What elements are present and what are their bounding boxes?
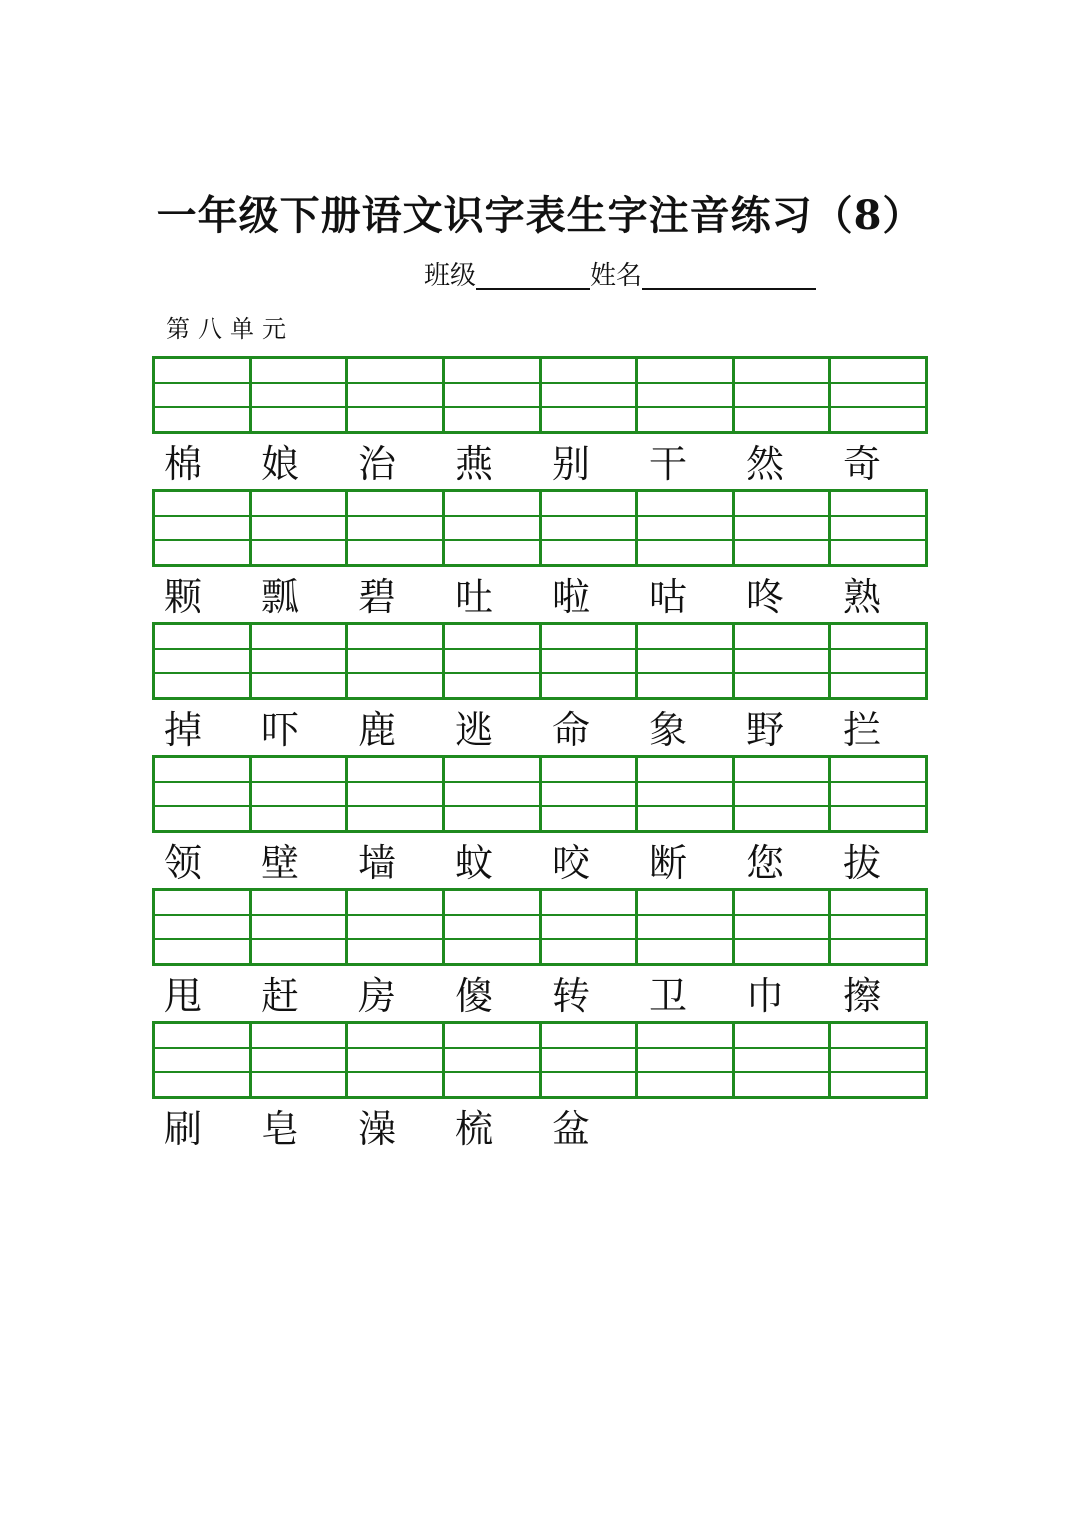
pinyin-cell[interactable] bbox=[252, 1024, 349, 1096]
hanzi-character: 壁 bbox=[261, 841, 300, 885]
pinyin-cell[interactable] bbox=[735, 492, 832, 564]
pinyin-guide-line bbox=[155, 938, 249, 940]
pinyin-guide-line bbox=[252, 938, 346, 940]
hanzi-character: 干 bbox=[649, 442, 688, 486]
pinyin-guide-line bbox=[155, 382, 249, 384]
pinyin-cell[interactable] bbox=[735, 359, 832, 431]
pinyin-guide-line bbox=[638, 406, 732, 408]
pinyin-guide-line bbox=[348, 805, 442, 807]
hanzi-character: 转 bbox=[552, 974, 591, 1018]
pinyin-guide-line bbox=[445, 539, 539, 541]
hanzi-character: 瓢 bbox=[261, 575, 300, 619]
pinyin-guide-line bbox=[252, 1071, 346, 1073]
hanzi-character: 赶 bbox=[261, 974, 300, 1018]
pinyin-guide-line bbox=[445, 382, 539, 384]
pinyin-guide-line bbox=[831, 382, 925, 384]
pinyin-cell[interactable] bbox=[831, 492, 925, 564]
pinyin-guide-line bbox=[155, 515, 249, 517]
hanzi-character: 擦 bbox=[843, 974, 882, 1018]
pinyin-grid bbox=[152, 755, 928, 833]
pinyin-cell[interactable] bbox=[445, 625, 542, 697]
pinyin-guide-line bbox=[348, 938, 442, 940]
pinyin-guide-line bbox=[155, 648, 249, 650]
pinyin-guide-line bbox=[638, 1047, 732, 1049]
pinyin-grid bbox=[152, 356, 928, 434]
hanzi-character: 房 bbox=[358, 974, 397, 1018]
pinyin-guide-line bbox=[348, 1071, 442, 1073]
pinyin-guide-line bbox=[252, 1047, 346, 1049]
pinyin-guide-line bbox=[252, 672, 346, 674]
pinyin-cell[interactable] bbox=[542, 891, 639, 963]
hanzi-character: 娘 bbox=[261, 442, 300, 486]
pinyin-guide-line bbox=[348, 406, 442, 408]
pinyin-guide-line bbox=[445, 781, 539, 783]
pinyin-guide-line bbox=[348, 648, 442, 650]
pinyin-grid-row bbox=[152, 356, 928, 434]
pinyin-guide-line bbox=[542, 938, 636, 940]
pinyin-cell[interactable] bbox=[252, 891, 349, 963]
hanzi-character: 傻 bbox=[455, 974, 494, 1018]
hanzi-character: 燕 bbox=[455, 442, 494, 486]
pinyin-guide-line bbox=[735, 781, 829, 783]
pinyin-cell[interactable] bbox=[348, 359, 445, 431]
pinyin-guide-line bbox=[542, 781, 636, 783]
pinyin-guide-line bbox=[252, 382, 346, 384]
character-row bbox=[152, 1101, 928, 1157]
pinyin-grid bbox=[152, 489, 928, 567]
pinyin-grid-row bbox=[152, 489, 928, 567]
pinyin-guide-line bbox=[831, 805, 925, 807]
name-blank-line[interactable] bbox=[642, 258, 816, 290]
pinyin-guide-line bbox=[542, 1047, 636, 1049]
pinyin-guide-line bbox=[348, 382, 442, 384]
pinyin-guide-line bbox=[155, 1071, 249, 1073]
pinyin-guide-line bbox=[155, 1047, 249, 1049]
pinyin-guide-line bbox=[445, 1047, 539, 1049]
pinyin-guide-line bbox=[445, 406, 539, 408]
pinyin-cell[interactable] bbox=[735, 1024, 832, 1096]
pinyin-guide-line bbox=[638, 515, 732, 517]
pinyin-guide-line bbox=[735, 1071, 829, 1073]
hanzi-character: 梳 bbox=[455, 1107, 494, 1151]
character-row bbox=[152, 436, 928, 492]
pinyin-guide-line bbox=[542, 648, 636, 650]
hanzi-character: 咚 bbox=[746, 575, 785, 619]
pinyin-cell[interactable] bbox=[638, 625, 735, 697]
class-blank-line[interactable] bbox=[476, 258, 590, 290]
pinyin-guide-line bbox=[155, 805, 249, 807]
pinyin-cell[interactable] bbox=[831, 625, 925, 697]
pinyin-grid-row bbox=[152, 888, 928, 966]
pinyin-guide-line bbox=[735, 672, 829, 674]
pinyin-guide-line bbox=[831, 539, 925, 541]
pinyin-guide-line bbox=[445, 648, 539, 650]
character-row bbox=[152, 835, 928, 891]
character-row bbox=[152, 569, 928, 625]
pinyin-guide-line bbox=[155, 539, 249, 541]
pinyin-cell[interactable] bbox=[155, 891, 252, 963]
pinyin-grid-row bbox=[152, 622, 928, 700]
pinyin-guide-line bbox=[542, 672, 636, 674]
pinyin-cell[interactable] bbox=[542, 1024, 639, 1096]
pinyin-cell[interactable] bbox=[638, 891, 735, 963]
unit-label: 第八单元 bbox=[166, 315, 294, 343]
character-row bbox=[152, 968, 928, 1024]
pinyin-cell[interactable] bbox=[155, 492, 252, 564]
pinyin-guide-line bbox=[348, 672, 442, 674]
pinyin-guide-line bbox=[348, 781, 442, 783]
pinyin-guide-line bbox=[735, 914, 829, 916]
pinyin-guide-line bbox=[542, 914, 636, 916]
pinyin-cell[interactable] bbox=[348, 492, 445, 564]
hanzi-character: 领 bbox=[164, 841, 203, 885]
hanzi-character: 奇 bbox=[843, 442, 882, 486]
hanzi-character: 皂 bbox=[261, 1107, 300, 1151]
pinyin-guide-line bbox=[155, 672, 249, 674]
pinyin-guide-line bbox=[735, 406, 829, 408]
pinyin-guide-line bbox=[638, 914, 732, 916]
pinyin-cell[interactable] bbox=[252, 359, 349, 431]
hanzi-character: 治 bbox=[358, 442, 397, 486]
pinyin-guide-line bbox=[252, 515, 346, 517]
pinyin-cell[interactable] bbox=[735, 625, 832, 697]
pinyin-cell[interactable] bbox=[252, 492, 349, 564]
pinyin-guide-line bbox=[445, 805, 539, 807]
pinyin-cell[interactable] bbox=[348, 625, 445, 697]
hanzi-character: 卫 bbox=[649, 974, 688, 1018]
pinyin-guide-line bbox=[542, 406, 636, 408]
pinyin-guide-line bbox=[735, 515, 829, 517]
pinyin-guide-line bbox=[252, 406, 346, 408]
pinyin-guide-line bbox=[445, 515, 539, 517]
pinyin-guide-line bbox=[638, 648, 732, 650]
pinyin-cell[interactable] bbox=[348, 891, 445, 963]
hanzi-character: 熟 bbox=[843, 575, 882, 619]
pinyin-guide-line bbox=[638, 382, 732, 384]
hanzi-character: 刷 bbox=[164, 1107, 203, 1151]
class-label: 班级 bbox=[424, 261, 477, 291]
pinyin-guide-line bbox=[542, 515, 636, 517]
hanzi-character: 鹿 bbox=[358, 708, 397, 752]
pinyin-cell[interactable] bbox=[445, 758, 542, 830]
hanzi-character: 象 bbox=[649, 708, 688, 752]
pinyin-guide-line bbox=[252, 781, 346, 783]
pinyin-guide-line bbox=[735, 1047, 829, 1049]
page-title: 一年级下册语文识字表生字注音练习（8） bbox=[156, 192, 924, 239]
pinyin-cell[interactable] bbox=[348, 1024, 445, 1096]
hanzi-character: 颗 bbox=[164, 575, 203, 619]
pinyin-cell[interactable] bbox=[831, 891, 925, 963]
pinyin-cell[interactable] bbox=[445, 492, 542, 564]
hanzi-character: 逃 bbox=[455, 708, 494, 752]
hanzi-character: 蚊 bbox=[455, 841, 494, 885]
pinyin-cell[interactable] bbox=[542, 625, 639, 697]
pinyin-grid-row bbox=[152, 1021, 928, 1099]
pinyin-guide-line bbox=[638, 938, 732, 940]
pinyin-guide-line bbox=[831, 406, 925, 408]
pinyin-guide-line bbox=[831, 672, 925, 674]
pinyin-grid-row bbox=[152, 755, 928, 833]
pinyin-guide-line bbox=[735, 382, 829, 384]
pinyin-guide-line bbox=[348, 914, 442, 916]
pinyin-guide-line bbox=[831, 914, 925, 916]
pinyin-guide-line bbox=[735, 805, 829, 807]
pinyin-guide-line bbox=[638, 805, 732, 807]
pinyin-guide-line bbox=[252, 914, 346, 916]
pinyin-guide-line bbox=[542, 539, 636, 541]
hanzi-character: 碧 bbox=[358, 575, 397, 619]
hanzi-character: 野 bbox=[746, 708, 785, 752]
pinyin-guide-line bbox=[252, 539, 346, 541]
pinyin-cell[interactable] bbox=[542, 359, 639, 431]
pinyin-guide-line bbox=[445, 1071, 539, 1073]
pinyin-guide-line bbox=[831, 938, 925, 940]
pinyin-guide-line bbox=[638, 781, 732, 783]
pinyin-cell[interactable] bbox=[542, 758, 639, 830]
pinyin-guide-line bbox=[831, 648, 925, 650]
hanzi-character: 巾 bbox=[746, 974, 785, 1018]
pinyin-cell[interactable] bbox=[542, 492, 639, 564]
pinyin-cell[interactable] bbox=[155, 359, 252, 431]
pinyin-cell[interactable] bbox=[735, 758, 832, 830]
hanzi-character: 掉 bbox=[164, 708, 203, 752]
pinyin-guide-line bbox=[445, 914, 539, 916]
hanzi-character: 吓 bbox=[261, 708, 300, 752]
pinyin-cell[interactable] bbox=[638, 1024, 735, 1096]
pinyin-cell[interactable] bbox=[638, 758, 735, 830]
pinyin-guide-line bbox=[542, 382, 636, 384]
pinyin-guide-line bbox=[831, 781, 925, 783]
hanzi-character: 啦 bbox=[552, 575, 591, 619]
pinyin-guide-line bbox=[155, 914, 249, 916]
pinyin-guide-line bbox=[348, 1047, 442, 1049]
pinyin-cell[interactable] bbox=[445, 1024, 542, 1096]
hanzi-character: 然 bbox=[746, 442, 785, 486]
pinyin-guide-line bbox=[542, 1071, 636, 1073]
hanzi-character: 您 bbox=[746, 841, 785, 885]
name-label: 姓名 bbox=[590, 261, 643, 291]
pinyin-guide-line bbox=[831, 515, 925, 517]
pinyin-cell[interactable] bbox=[831, 1024, 925, 1096]
hanzi-character: 澡 bbox=[358, 1107, 397, 1151]
pinyin-cell[interactable] bbox=[445, 891, 542, 963]
hanzi-character: 盆 bbox=[552, 1107, 591, 1151]
pinyin-cell[interactable] bbox=[252, 625, 349, 697]
pinyin-cell[interactable] bbox=[638, 359, 735, 431]
hanzi-character: 咕 bbox=[649, 575, 688, 619]
hanzi-character: 拦 bbox=[843, 708, 882, 752]
pinyin-cell[interactable] bbox=[735, 891, 832, 963]
pinyin-guide-line bbox=[735, 539, 829, 541]
pinyin-guide-line bbox=[638, 1071, 732, 1073]
hanzi-character: 断 bbox=[649, 841, 688, 885]
pinyin-guide-line bbox=[252, 805, 346, 807]
hanzi-character: 命 bbox=[552, 708, 591, 752]
pinyin-guide-line bbox=[445, 938, 539, 940]
pinyin-guide-line bbox=[252, 648, 346, 650]
hanzi-character: 拔 bbox=[843, 841, 882, 885]
character-row bbox=[152, 702, 928, 758]
pinyin-cell[interactable] bbox=[638, 492, 735, 564]
pinyin-guide-line bbox=[155, 781, 249, 783]
pinyin-guide-line bbox=[542, 805, 636, 807]
hanzi-character: 棉 bbox=[164, 442, 203, 486]
pinyin-cell[interactable] bbox=[155, 758, 252, 830]
hanzi-character: 别 bbox=[552, 442, 591, 486]
pinyin-guide-line bbox=[348, 539, 442, 541]
pinyin-grid bbox=[152, 888, 928, 966]
pinyin-cell[interactable] bbox=[348, 758, 445, 830]
pinyin-cell[interactable] bbox=[155, 1024, 252, 1096]
hanzi-character: 甩 bbox=[164, 974, 203, 1018]
pinyin-cell[interactable] bbox=[831, 359, 925, 431]
pinyin-guide-line bbox=[155, 406, 249, 408]
student-info-line bbox=[424, 254, 816, 294]
hanzi-character: 吐 bbox=[455, 575, 494, 619]
pinyin-cell[interactable] bbox=[155, 625, 252, 697]
pinyin-cell[interactable] bbox=[831, 758, 925, 830]
pinyin-guide-line bbox=[831, 1047, 925, 1049]
pinyin-guide-line bbox=[638, 539, 732, 541]
pinyin-guide-line bbox=[735, 648, 829, 650]
hanzi-character: 墙 bbox=[358, 841, 397, 885]
pinyin-guide-line bbox=[638, 672, 732, 674]
pinyin-grid bbox=[152, 1021, 928, 1099]
pinyin-guide-line bbox=[348, 515, 442, 517]
pinyin-grid bbox=[152, 622, 928, 700]
pinyin-guide-line bbox=[445, 672, 539, 674]
pinyin-guide-line bbox=[735, 938, 829, 940]
hanzi-character: 咬 bbox=[552, 841, 591, 885]
pinyin-guide-line bbox=[831, 1071, 925, 1073]
pinyin-cell[interactable] bbox=[252, 758, 349, 830]
pinyin-cell[interactable] bbox=[445, 359, 542, 431]
